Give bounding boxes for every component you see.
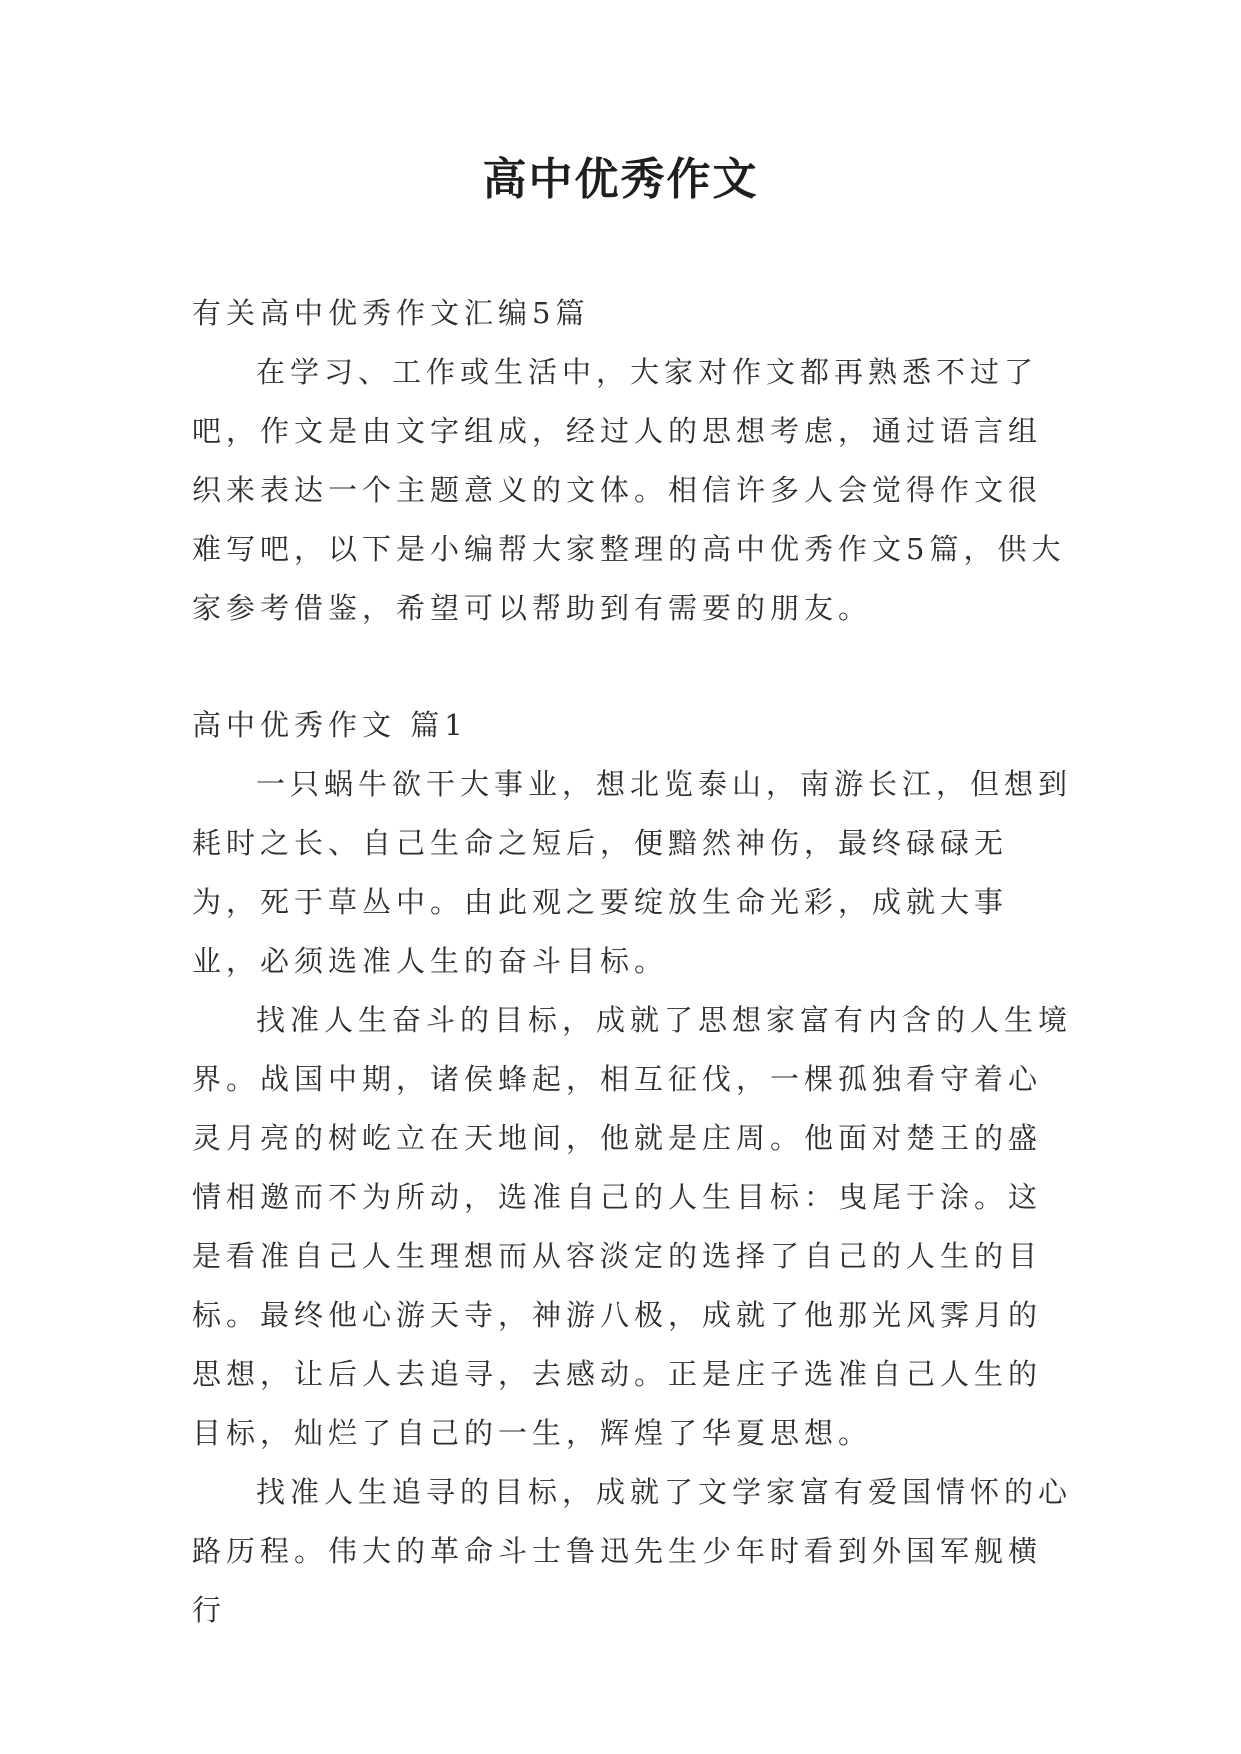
page-title: 高中优秀作文 — [482, 154, 759, 205]
section-body — [192, 755, 1072, 1640]
paragraph: 找准人生奋斗的目标，成就了思想家富有内含的人生境界。战国中期，诸侯蜂起，相互征伐，一棵孤独看守着心灵月亮的树屹立在天地间，他就是庄周。他面对楚王的盛情相邀而不为所动，选准自己的人生目标：曳尾于涂。这是看准自己人生理想而从容淡定的选择了自己的人生的目标。最终他心游天寺，神游八极，成就了他那光风霁月的思想，让后人去追寻，去感动。正是庄子选准自己人生的目标，灿烂了自己的一生，辉煌了华夏思想。 — [192, 1003, 1073, 1450]
intro-paragraph — [192, 343, 1072, 638]
paragraph: 一只蜗牛欲干大事业，想北览泰山，南游长江，但想到耗时之长、自己生命之短后，便黯然神伤，最终碌碌无为，死于草丛中。由此观之要绽放生命光彩，成就大事业，必须选准人生的奋斗目标。 — [192, 767, 1073, 978]
intro-heading: 有关高中优秀作文汇编5篇 — [192, 296, 590, 330]
paragraph: 找准人生追寻的目标，成就了文学家富有爱国情怀的心路历程。伟大的革命斗士鲁迅先生少年时看到外国军舰横行 — [192, 1475, 1073, 1627]
section-heading: 高中优秀作文 篇1 — [192, 708, 468, 742]
paragraph: 在学习、工作或生活中，大家对作文都再熟悉不过了吧，作文是由文字组成，经过人的思想考虑，通过语言组织来表达一个主题意义的文体。相信许多人会觉得作文很难写吧，以下是小编帮大家整理的高中优秀作文5篇，供大家参考借鉴，希望可以帮助到有需要的朋友。 — [192, 355, 1066, 625]
